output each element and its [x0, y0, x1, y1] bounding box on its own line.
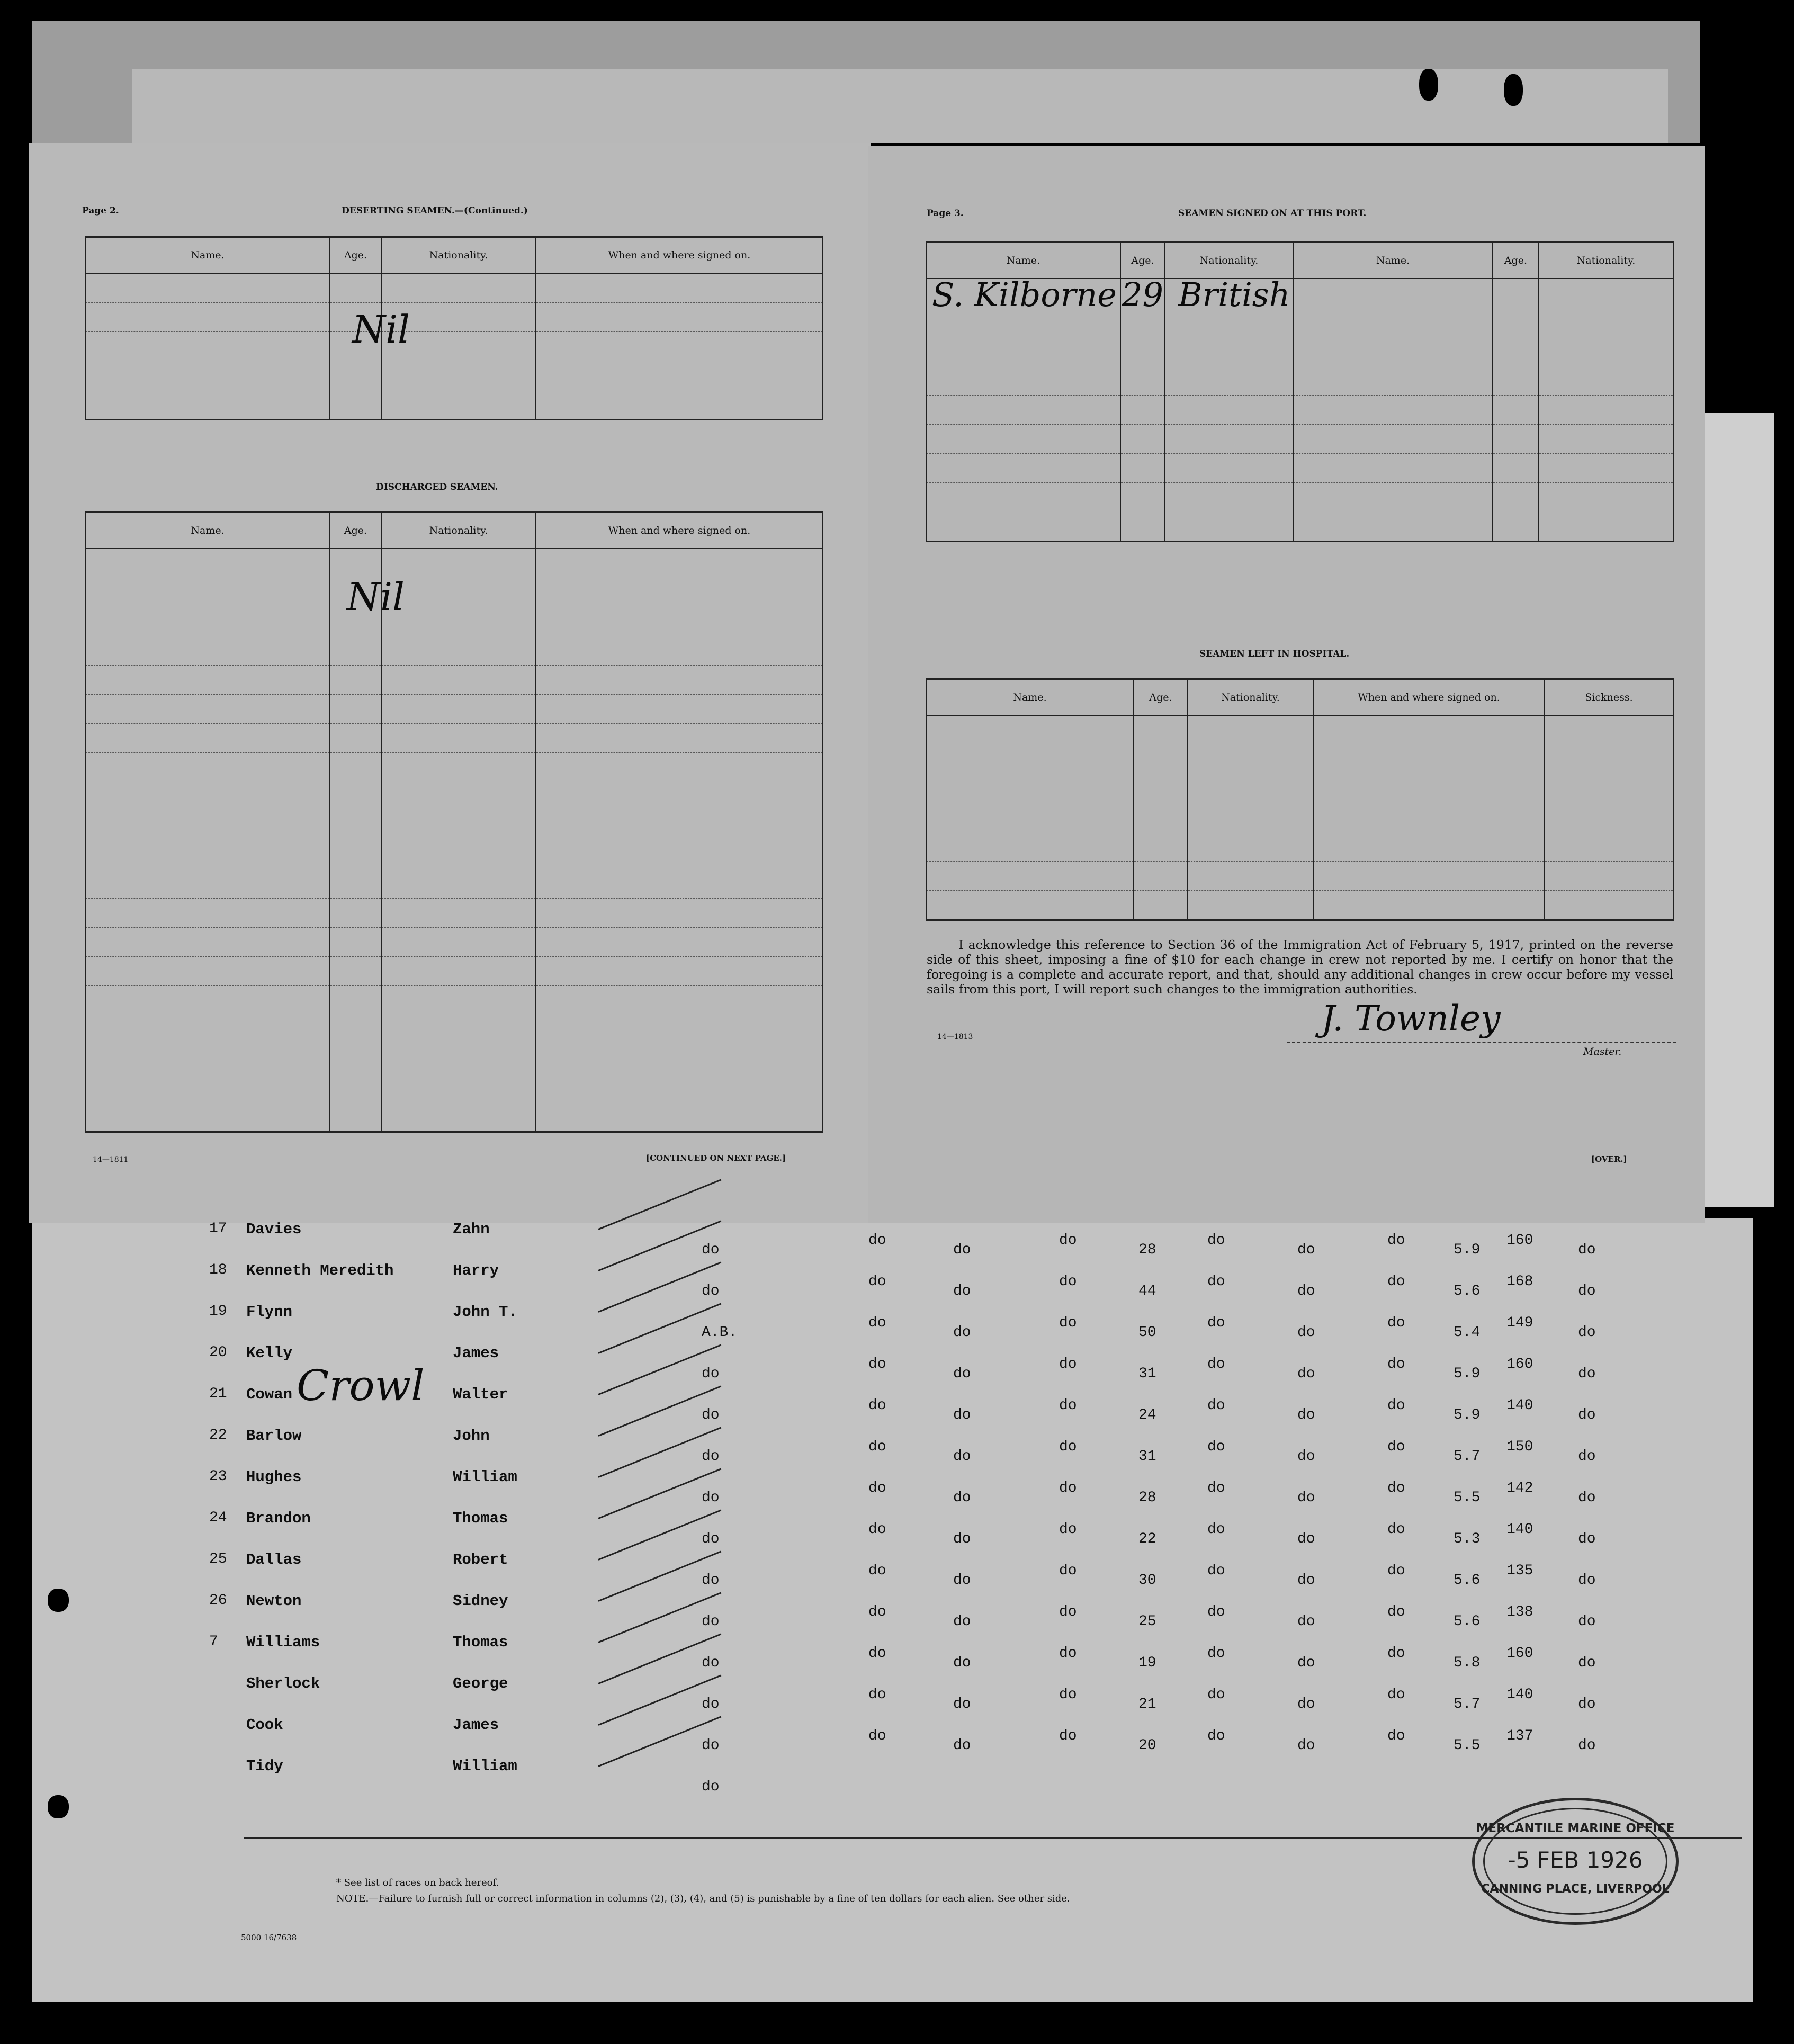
discharged-nil-entry: Nil: [347, 575, 405, 619]
crew-cell-age: 20: [1138, 1737, 1156, 1754]
col-age: Age.: [330, 512, 381, 549]
crew-cell-age: 19: [1138, 1655, 1156, 1671]
crew-cell-c3: do: [953, 1324, 971, 1341]
crew-cell-weight: 160: [1506, 1356, 1533, 1373]
crew-cell-age: 28: [1138, 1242, 1156, 1258]
crew-cell-c1: do: [702, 1490, 720, 1506]
continued-note: [CONTINUED ON NEXT PAGE.]: [646, 1153, 786, 1163]
crew-cell-given: George: [453, 1675, 508, 1692]
crew-cell-c8: do: [1578, 1324, 1596, 1341]
crew-cell-c1: do: [702, 1737, 720, 1754]
crew-cell-c7: do: [1387, 1521, 1405, 1538]
crew-cell-c2: do: [868, 1645, 886, 1662]
crew-cell-c2: do: [868, 1521, 886, 1538]
crew-cell-height: 5.8: [1454, 1655, 1481, 1671]
crew-cell-given: John: [453, 1427, 490, 1445]
crew-cell-c8: do: [1578, 1531, 1596, 1547]
crew-cell-c4: do: [1059, 1232, 1077, 1249]
crew-cell-c3: do: [953, 1490, 971, 1506]
crew-cell-c5: do: [1207, 1563, 1225, 1579]
col-nationality: Nationality.: [1165, 242, 1293, 279]
crew-cell-c3: do: [953, 1531, 971, 1547]
crew-cell-c6: do: [1297, 1531, 1315, 1547]
crew-cell-no: 18: [209, 1262, 227, 1278]
crew-cell-c1: do: [702, 1448, 720, 1465]
col-when-where: When and where signed on.: [536, 512, 823, 549]
crew-cell-weight: 168: [1506, 1274, 1533, 1290]
crew-cell-c7: do: [1387, 1728, 1405, 1744]
crew-cell-c8: do: [1578, 1366, 1596, 1382]
col-name-2: Name.: [1293, 242, 1493, 279]
crew-cell-c5: do: [1207, 1356, 1225, 1373]
crew-cell-c6: do: [1297, 1696, 1315, 1713]
crew-cell-surname: Hughes: [246, 1468, 302, 1486]
crew-cell-c2: do: [868, 1728, 886, 1744]
crew-cell-c3: do: [953, 1696, 971, 1713]
signed-on-title: SEAMEN SIGNED ON AT THIS PORT.: [1178, 208, 1367, 219]
crew-cell-no: 25: [209, 1551, 227, 1567]
crew-cell-c2: do: [868, 1480, 886, 1496]
discharged-seamen-title: DISCHARGED SEAMEN.: [376, 482, 498, 492]
col-nationality: Nationality.: [1188, 679, 1313, 715]
crew-cell-c3: do: [953, 1283, 971, 1299]
over-note: [OVER.]: [1591, 1154, 1627, 1164]
crew-cell-height: 5.6: [1454, 1283, 1481, 1299]
crew-cell-c4: do: [1059, 1315, 1077, 1331]
signed-on-name: S. Kilborne: [932, 275, 1117, 314]
crew-cell-given: Zahn: [453, 1221, 490, 1238]
col-name: Name.: [85, 237, 330, 273]
margin-correction: Crowl: [297, 1361, 425, 1410]
crew-cell-c7: do: [1387, 1645, 1405, 1662]
page-3-label: Page 3.: [927, 208, 964, 219]
crew-cell-no: 19: [209, 1303, 227, 1320]
crew-cell-surname: Tidy: [246, 1758, 283, 1775]
col-sickness: Sickness.: [1545, 679, 1673, 715]
crew-cell-c4: do: [1059, 1604, 1077, 1620]
crew-cell-c6: do: [1297, 1407, 1315, 1423]
crew-cell-weight: 137: [1506, 1728, 1533, 1744]
crew-cell-c5: do: [1207, 1645, 1225, 1662]
crew-cell-c2: do: [868, 1356, 886, 1373]
crew-cell-c3: do: [953, 1407, 971, 1423]
crew-cell-weight: 138: [1506, 1604, 1533, 1620]
crew-cell-given: William: [453, 1758, 517, 1775]
crew-cell-given: Thomas: [453, 1510, 508, 1527]
page-3-sheet: [868, 146, 1705, 1223]
crew-cell-c4: do: [1059, 1521, 1077, 1538]
crew-cell-c7: do: [1387, 1356, 1405, 1373]
crew-cell-height: 5.6: [1454, 1613, 1481, 1630]
crew-cell-c5: do: [1207, 1480, 1225, 1496]
acknowledgement-text: I acknowledge this reference to Section 36 of the Immigration Act of February 5, 1917, printed on the reverse side of this sheet, imposing a fine of $10 for each change in crew not reported by me. I certify on honor that the foregoing is a complete and accurate report, and that, should any additional changes in crew occur before my vessel sails from this port, I will report such changes to the immigration authorities.: [927, 937, 1673, 997]
crew-cell-age: 31: [1138, 1366, 1156, 1382]
crew-cell-c8: do: [1578, 1572, 1596, 1589]
crew-cell-c4: do: [1059, 1356, 1077, 1373]
crew-cell-c8: do: [1578, 1448, 1596, 1465]
crew-cell-given: Harry: [453, 1262, 499, 1279]
crew-cell-c7: do: [1387, 1315, 1405, 1331]
crew-cell-weight: 160: [1506, 1232, 1533, 1249]
crew-cell-given: William: [453, 1468, 517, 1486]
crew-cell-c6: do: [1297, 1324, 1315, 1341]
crew-cell-c7: do: [1387, 1563, 1405, 1579]
crew-cell-c7: do: [1387, 1439, 1405, 1455]
col-age: Age.: [330, 237, 381, 273]
deserting-seamen-table: [85, 236, 823, 420]
crew-cell-given: Robert: [453, 1551, 508, 1568]
col-age-2: Age.: [1493, 242, 1539, 279]
discharged-seamen-table: [85, 511, 823, 1133]
crew-cell-c1: do: [702, 1655, 720, 1671]
crew-cell-age: 25: [1138, 1613, 1156, 1630]
master-signature: J. Townley: [1321, 998, 1501, 1039]
races-note: * See list of races on back hereof.: [336, 1877, 499, 1888]
crew-cell-age: 31: [1138, 1448, 1156, 1465]
crew-cell-given: Sidney: [453, 1592, 508, 1610]
crew-cell-no: 7: [209, 1634, 218, 1650]
punch-hole: [1419, 69, 1438, 101]
crew-cell-weight: 160: [1506, 1645, 1533, 1662]
punch-hole: [48, 1589, 69, 1612]
crew-cell-age: 30: [1138, 1572, 1156, 1589]
stamp-date: -5 FEB 1926: [1508, 1847, 1643, 1873]
col-when-where: When and where signed on.: [536, 237, 823, 273]
col-nationality-2: Nationality.: [1539, 242, 1673, 279]
crew-cell-no: 24: [209, 1510, 227, 1526]
crew-cell-surname: Kenneth Meredith: [246, 1262, 394, 1279]
crew-cell-c4: do: [1059, 1397, 1077, 1414]
background-sheet-right: [1694, 413, 1774, 1207]
crew-cell-height: 5.5: [1454, 1737, 1481, 1754]
crew-cell-no: 20: [209, 1344, 227, 1361]
crew-cell-c7: do: [1387, 1687, 1405, 1703]
crew-cell-age: 24: [1138, 1407, 1156, 1423]
crew-cell-c5: do: [1207, 1274, 1225, 1290]
crew-cell-c1: do: [702, 1407, 720, 1423]
crew-cell-surname: Sherlock: [246, 1675, 320, 1692]
crew-cell-c5: do: [1207, 1232, 1225, 1249]
crew-cell-c8: do: [1578, 1696, 1596, 1713]
crew-cell-c8: do: [1578, 1655, 1596, 1671]
signed-on-nationality: British: [1178, 275, 1290, 314]
crew-cell-c6: do: [1297, 1737, 1315, 1754]
crew-cell-age: 50: [1138, 1324, 1156, 1341]
mercantile-marine-office-stamp: [1472, 1798, 1679, 1925]
crew-cell-no: 17: [209, 1221, 227, 1237]
crew-cell-c6: do: [1297, 1448, 1315, 1465]
deserting-seamen-title: DESERTING SEAMEN.—(Continued.): [342, 205, 528, 216]
crew-cell-c2: do: [868, 1439, 886, 1455]
crew-cell-c8: do: [1578, 1737, 1596, 1754]
crew-cell-c6: do: [1297, 1613, 1315, 1630]
signed-on-age: 29: [1122, 275, 1163, 314]
crew-form-number: 5000 16/7638: [241, 1933, 297, 1942]
page-2-form-number: 14—1811: [93, 1155, 129, 1164]
crew-cell-weight: 149: [1506, 1315, 1533, 1331]
crew-cell-c6: do: [1297, 1283, 1315, 1299]
crew-cell-height: 5.7: [1454, 1696, 1481, 1713]
page-3-form-number: 14—1813: [937, 1033, 973, 1041]
crew-cell-c4: do: [1059, 1274, 1077, 1290]
crew-cell-age: 44: [1138, 1283, 1156, 1299]
crew-cell-surname: Davies: [246, 1221, 302, 1238]
crew-cell-c1: do: [702, 1366, 720, 1382]
col-age: Age.: [1120, 242, 1165, 279]
crew-cell-c8: do: [1578, 1490, 1596, 1506]
crew-cell-weight: 150: [1506, 1439, 1533, 1455]
crew-cell-c6: do: [1297, 1655, 1315, 1671]
hospital-title: SEAMEN LEFT IN HOSPITAL.: [1199, 649, 1350, 659]
crew-cell-surname: Cook: [246, 1716, 283, 1734]
crew-cell-c1: do: [702, 1242, 720, 1258]
crew-cell-c5: do: [1207, 1604, 1225, 1620]
crew-cell-c1: do: [702, 1572, 720, 1589]
punch-hole: [48, 1795, 69, 1818]
crew-cell-c6: do: [1297, 1242, 1315, 1258]
crew-cell-c2: do: [868, 1315, 886, 1331]
crew-cell-no: 21: [209, 1386, 227, 1402]
crew-cell-age: 28: [1138, 1490, 1156, 1506]
crew-cell-c7: do: [1387, 1604, 1405, 1620]
crew-cell-c2: do: [868, 1232, 886, 1249]
crew-cell-c3: do: [953, 1366, 971, 1382]
crew-cell-weight: 140: [1506, 1521, 1533, 1538]
crew-cell-c1: do: [702, 1779, 720, 1795]
crew-cell-c8: do: [1578, 1242, 1596, 1258]
crew-cell-c5: do: [1207, 1397, 1225, 1414]
crew-cell-c3: do: [953, 1242, 971, 1258]
crew-cell-c4: do: [1059, 1439, 1077, 1455]
crew-cell-height: 5.7: [1454, 1448, 1481, 1465]
punch-hole: [1504, 74, 1523, 106]
crew-cell-c3: do: [953, 1655, 971, 1671]
crew-cell-c3: do: [953, 1737, 971, 1754]
crew-cell-no: 26: [209, 1592, 227, 1609]
crew-cell-given: Walter: [453, 1386, 508, 1403]
crew-cell-c4: do: [1059, 1728, 1077, 1744]
crew-cell-c3: do: [953, 1572, 971, 1589]
crew-cell-c4: do: [1059, 1687, 1077, 1703]
crew-cell-surname: Williams: [246, 1634, 320, 1651]
crew-cell-surname: Flynn: [246, 1303, 293, 1321]
col-when-where: When and where signed on.: [1313, 679, 1545, 715]
crew-cell-surname: Dallas: [246, 1551, 302, 1568]
crew-cell-c8: do: [1578, 1407, 1596, 1423]
crew-cell-no: 23: [209, 1468, 227, 1485]
crew-cell-c2: do: [868, 1563, 886, 1579]
crew-cell-c4: do: [1059, 1645, 1077, 1662]
crew-cell-c7: do: [1387, 1480, 1405, 1496]
crew-cell-c4: do: [1059, 1480, 1077, 1496]
crew-cell-c2: do: [868, 1687, 886, 1703]
crew-cell-c4: do: [1059, 1563, 1077, 1579]
crew-cell-given: John T.: [453, 1303, 517, 1321]
col-name: Name.: [926, 242, 1120, 279]
penalty-note: NOTE.—Failure to furnish full or correct information in columns (2), (3), (4), and (5) is punishable by a fine of ten dollars for each alien. See other side.: [336, 1893, 1070, 1904]
crew-cell-age: 22: [1138, 1531, 1156, 1547]
crew-cell-given: James: [453, 1344, 499, 1362]
crew-cell-surname: Barlow: [246, 1427, 302, 1445]
crew-cell-weight: 140: [1506, 1687, 1533, 1703]
col-name: Name.: [926, 679, 1134, 715]
crew-cell-c3: do: [953, 1613, 971, 1630]
crew-cell-c7: do: [1387, 1274, 1405, 1290]
crew-cell-c8: do: [1578, 1613, 1596, 1630]
crew-cell-height: 5.3: [1454, 1531, 1481, 1547]
page-2-sheet: [29, 143, 871, 1223]
hospital-table: [926, 678, 1674, 921]
signature-line: [1287, 1042, 1676, 1043]
stamp-bottom-text: CANNING PLACE, LIVERPOOL: [1481, 1882, 1670, 1896]
stamp-top-text: MERCANTILE MARINE OFFICE: [1476, 1822, 1675, 1835]
crew-cell-age: 21: [1138, 1696, 1156, 1713]
crew-cell-height: 5.9: [1454, 1407, 1481, 1423]
deserting-nil-entry: Nil: [352, 307, 410, 352]
crew-cell-c2: do: [868, 1604, 886, 1620]
crew-cell-surname: Brandon: [246, 1510, 311, 1527]
crew-cell-no: 22: [209, 1427, 227, 1444]
crew-cell-height: 5.9: [1454, 1242, 1481, 1258]
crew-cell-weight: 135: [1506, 1563, 1533, 1579]
crew-cell-c1: A.B.: [702, 1324, 738, 1341]
crew-cell-weight: 142: [1506, 1480, 1533, 1496]
crew-cell-c3: do: [953, 1448, 971, 1465]
crew-cell-c6: do: [1297, 1572, 1315, 1589]
crew-cell-c1: do: [702, 1283, 720, 1299]
crew-cell-c5: do: [1207, 1728, 1225, 1744]
crew-cell-surname: Cowan: [246, 1386, 293, 1403]
crew-cell-c6: do: [1297, 1366, 1315, 1382]
crew-cell-c7: do: [1387, 1397, 1405, 1414]
crew-cell-c1: do: [702, 1613, 720, 1630]
crew-cell-height: 5.9: [1454, 1366, 1481, 1382]
col-nationality: Nationality.: [381, 237, 536, 273]
master-label: Master.: [1583, 1046, 1622, 1057]
col-age: Age.: [1134, 679, 1188, 715]
col-name: Name.: [85, 512, 330, 549]
crew-cell-surname: Newton: [246, 1592, 302, 1610]
crew-cell-weight: 140: [1506, 1397, 1533, 1414]
crew-cell-c7: do: [1387, 1232, 1405, 1249]
crew-cell-given: Thomas: [453, 1634, 508, 1651]
crew-cell-c5: do: [1207, 1315, 1225, 1331]
crew-cell-c1: do: [702, 1696, 720, 1713]
crew-cell-c5: do: [1207, 1521, 1225, 1538]
crew-cell-height: 5.6: [1454, 1572, 1481, 1589]
crew-cell-c5: do: [1207, 1439, 1225, 1455]
crew-cell-given: James: [453, 1716, 499, 1734]
col-nationality: Nationality.: [381, 512, 536, 549]
crew-cell-c6: do: [1297, 1490, 1315, 1506]
page-2-label: Page 2.: [82, 205, 119, 216]
crew-cell-c2: do: [868, 1274, 886, 1290]
crew-cell-c8: do: [1578, 1283, 1596, 1299]
crew-cell-surname: Kelly: [246, 1344, 293, 1362]
crew-cell-c5: do: [1207, 1687, 1225, 1703]
crew-cell-c1: do: [702, 1531, 720, 1547]
crew-cell-c2: do: [868, 1397, 886, 1414]
crew-cell-height: 5.4: [1454, 1324, 1481, 1341]
crew-cell-height: 5.5: [1454, 1490, 1481, 1506]
